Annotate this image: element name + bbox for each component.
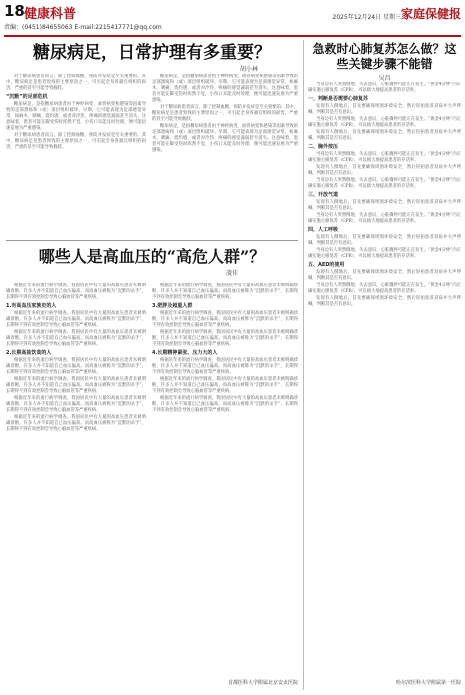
subheading: 二、胸外按压 (308, 144, 339, 150)
subheading: 4.长期精神紧张、压力大的人 (152, 350, 218, 356)
article-credit: 哈尔滨医科大学附属第一医院 (395, 680, 461, 686)
masthead (4, 2, 461, 36)
article-diabetic-foot (6, 40, 298, 73)
article2-column-2 (152, 283, 298, 678)
paragraph: 当身边有人突然倒地、失去意识，心脏骤停可能正在发生。“黄金4分钟”内正确实施心肺复苏（CPR），可以极大地提高患者的存活率。 (308, 152, 461, 163)
paragraph: 根据近年来的流行病学调查，我国居民中有大量的高血压患者未被明确诊断，许多人并不知道自己血压偏高。而高血压被称为“沉默的杀手”，长期得不到有效控制会导致心脑血管等严重疾病。 (6, 358, 146, 375)
subheading: 一、判断是否需要心肺复苏 (308, 96, 369, 102)
subheading: 1.有高血压家族史的人 (6, 303, 57, 309)
paragraph: 当身边有人突然倒地、失去意识，心脏骤停可能正在发生。“黄金4分钟”内正确实施心肺复苏（CPR），可以极大地提高患者的存活率。 (308, 178, 461, 189)
paragraph: 根据近年来的流行病学调查，我国居民中有大量的高血压患者未被明确诊断，许多人并不知道自己血压偏高。而高血压被称为“沉默的杀手”，长期得不到有效控制会导致心脑血管等严重疾病。 (6, 330, 146, 347)
article-title: 哪些人是高血压的“高危人群”？ (38, 247, 266, 266)
section-divider (6, 240, 298, 241)
paragraph: 根据近年来的流行病学调查，我国居民中有大量的高血压患者未被明确诊断，许多人并不知道自己血压偏高。而高血压被称为“沉默的杀手”，长期得不到有效控制会导致心脑血管等严重疾病。 (6, 377, 146, 394)
section-title: 健康科普 (24, 7, 77, 22)
article-credit: 首都医科大学附属北京安贞医院 (227, 680, 298, 686)
article-author: 胡小林 (239, 66, 258, 73)
article1-column-2 (152, 74, 298, 234)
issue-date: 2025年12月24日 星期三 (332, 14, 401, 21)
subheading: “沉默”的足部危机 (6, 94, 48, 100)
paragraph: 发现有人倒地后，首先要确保周围环境安全，然后轻拍患者双肩并大声呼喊，判断其是否有意识。 (308, 104, 461, 115)
article2-column-1 (6, 283, 146, 678)
paragraph: 根据近年来的流行病学调查，我国居民中有大量的高血压患者未被明确诊断，许多人并不知道自己血压偏高。而高血压被称为“沉默的杀手”，长期得不到有效控制会导致心脑血管等严重疾病。 (6, 311, 146, 328)
subheading: 五、AED的使用 (308, 262, 345, 268)
paragraph: 根据近年来的流行病学调查，我国居民中有大量的高血压患者未被明确诊断，许多人并不知道自己血压偏高。而高血压被称为“沉默的杀手”，长期得不到有效控制会导致心脑血管等严重疾病。 (152, 283, 298, 300)
paragraph: 根据近年来的流行病学调查，我国居民中有大量的高血压患者未被明确诊断，许多人并不知道自己血压偏高。而高血压被称为“沉默的杀手”，长期得不到有效控制会导致心脑血管等严重疾病。 (6, 396, 146, 413)
subheading: 2.长期高盐饮食的人 (6, 350, 52, 356)
column-divider (303, 40, 304, 690)
article-cpr (308, 42, 461, 82)
paragraph: 根据近年来的流行病学调查，我国居民中有大量的高血压患者未被明确诊断，许多人并不知道自己血压偏高。而高血压被称为“沉默的杀手”，长期得不到有效控制会导致心脑血管等严重疾病。 (152, 330, 298, 347)
paragraph: 发现有人倒地后，首先要确保周围环境安全，然后轻拍患者双肩并大声呼喊，判断其是否有意识。 (308, 200, 461, 211)
page-number: 18 (4, 2, 25, 20)
article1-column-1 (6, 74, 146, 234)
subheading: 3.肥胖及超重人群 (152, 303, 193, 309)
paragraph: 糖尿病足，是指糖尿病患者由于神经病变、血管病变和感染等因素导致的足部溃疡和（或）深层组织破坏。早期，它可能表现为足部感觉异常，如麻木、刺痛、烧灼感，或者对冷热、疼痛的感觉减弱甚至消失。这意味着，患者可能在脚受伤时浑然不觉，小伤口未能及时处理，便可能迅速发展为严重感染。 (6, 102, 146, 131)
article-title: 急救时心肺复苏怎么做？这些关键步骤不能错 (312, 42, 457, 71)
article-title: 糖尿病足，日常护理有多重要？ (33, 43, 271, 63)
paragraph: 发现有人倒地后，首先要确保周围环境安全，然后轻拍患者双肩并大声呼喊，判断其是否有意识。 (308, 130, 461, 141)
paragraph: 根据近年来的流行病学调查，我国居民中有大量的高血压患者未被明确诊断，许多人并不知道自己血压偏高。而高血压被称为“沉默的杀手”，长期得不到有效控制会导致心脑血管等严重疾病。 (152, 396, 298, 413)
subheading: 三、开放气道 (308, 192, 339, 198)
article3-column (308, 82, 461, 674)
paragraph: 根据近年来的流行病学调查，我国居民中有大量的高血压患者未被明确诊断，许多人并不知道自己血压偏高。而高血压被称为“沉默的杀手”，长期得不到有效控制会导致心脑血管等严重疾病。 (6, 283, 146, 300)
paragraph: 发现有人倒地后，首先要确保周围环境安全，然后轻拍患者双肩并大声呼喊，判断其是否有意识。 (308, 235, 461, 246)
masthead-rule (4, 35, 461, 37)
paragraph: 发现有人倒地后，首先要确保周围环境安全，然后轻拍患者双肩并大声呼喊，判断其是否有意识。 (308, 270, 461, 281)
paragraph: 当身边有人突然倒地、失去意识，心脏骤停可能正在发生。“黄金4分钟”内正确实施心肺复苏（CPR），可以极大地提高患者的存活率。 (308, 213, 461, 224)
paragraph: 发现有人倒地后，首先要确保周围环境安全，然后轻拍患者双肩并大声呼喊，判断其是否有意识。 (308, 165, 461, 176)
paragraph: 根据近年来的流行病学调查，我国居民中有大量的高血压患者未被明确诊断，许多人并不知道自己血压偏高。而高血压被称为“沉默的杀手”，长期得不到有效控制会导致心脑血管等严重疾病。 (152, 358, 298, 375)
paragraph: 对于糖尿病患者而言，除了控制血糖，预防并发症是至关重要的。其中，糖尿病足是患者致残的主要原因之一，可引起全身各器官组织的损害，严重的甚至可能导致截肢。 (6, 74, 146, 91)
subheading: 四、人工呼吸 (308, 227, 339, 233)
paper-name: 家庭保健报 (400, 7, 461, 21)
paragraph: 当身边有人突然倒地、失去意识，心脏骤停可能正在发生。“黄金4分钟”内正确实施心肺复苏（CPR），可以极大地提高患者的存活率。 (308, 248, 461, 259)
article-hypertension (6, 246, 298, 277)
paragraph: 当身边有人突然倒地、失去意识，心脏骤停可能正在发生。“黄金4分钟”内正确实施心肺复苏（CPR），可以极大地提高患者的存活率。 (308, 117, 461, 128)
article-author: 吴昌 (378, 75, 391, 82)
paragraph: 根据近年来的流行病学调查，我国居民中有大量的高血压患者未被明确诊断，许多人并不知道自己血压偏高。而高血压被称为“沉默的杀手”，长期得不到有效控制会导致心脑血管等严重疾病。 (152, 377, 298, 394)
paragraph: 当身边有人突然倒地、失去意识，心脏骤停可能正在发生。“黄金4分钟”内正确实施心肺复苏（CPR），可以极大地提高患者的存活率。 (308, 283, 461, 294)
paragraph: 发现有人倒地后，首先要确保周围环境安全，然后轻拍患者双肩并大声呼喊，判断其是否有意识。 (308, 296, 461, 307)
article-author: 凌佳 (225, 270, 238, 277)
paragraph: 根据近年来的流行病学调查，我国居民中有大量的高血压患者未被明确诊断，许多人并不知道自己血压偏高。而高血压被称为“沉默的杀手”，长期得不到有效控制会导致心脑血管等严重疾病。 (152, 311, 298, 328)
paragraph: 糖尿病足，是指糖尿病患者由于神经病变、血管病变和感染等因素导致的足部溃疡和（或）深层组织破坏。早期，它可能表现为足部感觉异常，如麻木、刺痛、烧灼感，或者对冷热、疼痛的感觉减弱甚至消失。这意味着，患者可能在脚受伤时浑然不觉，小伤口未能及时处理，便可能迅速发展为严重感染。 (152, 74, 298, 103)
paragraph: 糖尿病足，是指糖尿病患者由于神经病变、血管病变和感染等因素导致的足部溃疡和（或）深层组织破坏。早期，它可能表现为足部感觉异常，如麻木、刺痛、烧灼感，或者对冷热、疼痛的感觉减弱甚至消失。这意味着，患者可能在脚受伤时浑然不觉，小伤口未能及时处理，便可能迅速发展为严重感染。 (152, 124, 298, 153)
paragraph: 根据近年来的流行病学调查，我国居民中有大量的高血压患者未被明确诊断，许多人并不知道自己血压偏高。而高血压被称为“沉默的杀手”，长期得不到有效控制会导致心脑血管等严重疾病。 (6, 415, 146, 432)
paragraph: 对于糖尿病患者而言，除了控制血糖，预防并发症是至关重要的。其中，糖尿病足是患者致残的主要原因之一，可引起全身各器官组织的损害，严重的甚至可能导致截肢。 (6, 133, 146, 150)
paragraph: 当身边有人突然倒地、失去意识，心脏骤停可能正在发生。“黄金4分钟”内正确实施心肺复苏（CPR），可以极大地提高患者的存活率。 (308, 82, 461, 93)
editor-contact: 责编：(0451)84655063 E-mail:2215417771@qq.com (4, 24, 162, 31)
paragraph: 对于糖尿病患者而言，除了控制血糖，预防并发症是至关重要的。其中，糖尿病足是患者致残的主要原因之一，可引起全身各器官组织的损害，严重的甚至可能导致截肢。 (152, 105, 298, 122)
